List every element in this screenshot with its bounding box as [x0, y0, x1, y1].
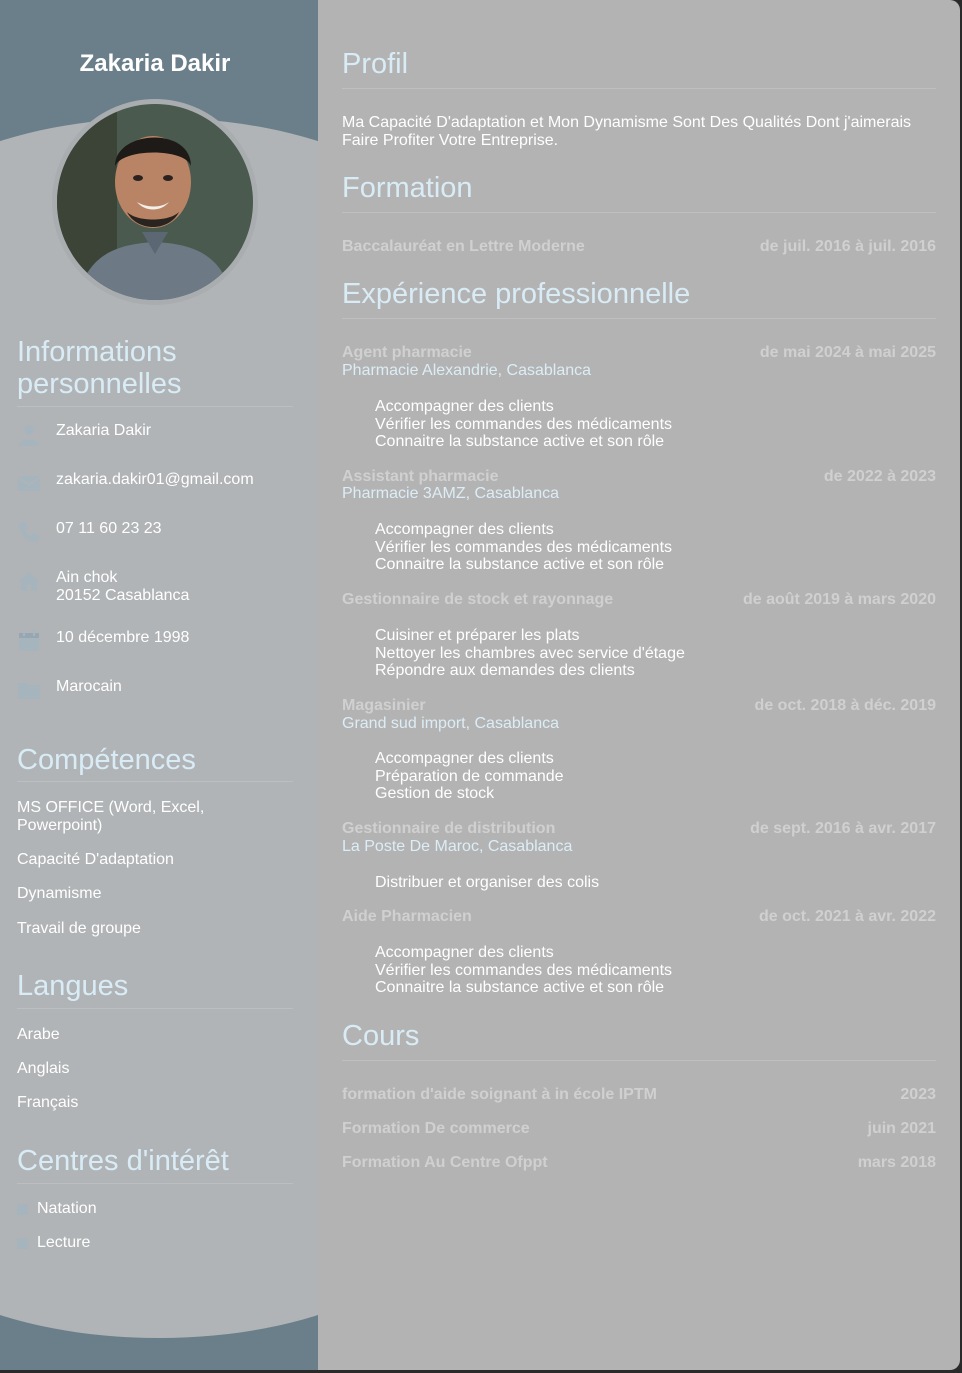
task-item: Vérifier les commandes des médicaments: [375, 538, 673, 556]
course-title: formation d'aide soignant à in école IPTM: [342, 1086, 657, 1103]
bullet-icon: [17, 1238, 28, 1249]
main-content: [318, 0, 960, 1370]
personal-info-title: Informations personnelles: [17, 336, 182, 400]
language-item: Français: [17, 1094, 79, 1111]
envelope-icon: [17, 471, 41, 495]
skill-item: Capacité D'adaptation: [17, 851, 174, 868]
course-title: Formation De commerce: [342, 1120, 530, 1137]
job-title: Aide Pharmacien: [342, 908, 472, 925]
education-item-date: de juil. 2016 à juil. 2016: [759, 238, 936, 255]
task-item: Accompagner des clients: [375, 750, 554, 767]
avatar: [52, 99, 258, 305]
education-item-title: Baccalauréat en Lettre Moderne: [342, 238, 585, 255]
job-date: de oct. 2018 à déc. 2019: [754, 697, 936, 714]
courses-title: Cours: [342, 1020, 420, 1052]
job-tasks: [375, 398, 672, 451]
task-item: Vérifier les commandes des médicaments: [375, 961, 673, 979]
task-item: Vérifier les commandes des médicaments: [375, 415, 673, 433]
interest-item: Natation: [37, 1200, 97, 1217]
home-icon: [17, 569, 41, 593]
job-date: de mai 2024 à mai 2025: [759, 344, 936, 361]
task-item: Connaitre la substance active et son rôle: [375, 556, 665, 574]
job-title: Agent pharmacie: [342, 344, 472, 361]
task-item: Cuisiner et préparer les plats: [375, 627, 580, 644]
flag-icon: [17, 678, 41, 702]
course-title: Formation Au Centre Ofppt: [342, 1154, 548, 1171]
profile-title: Profil: [342, 48, 409, 80]
skill-item: Travail de groupe: [17, 920, 141, 937]
job-organization: La Poste De Maroc, Casablanca: [342, 838, 573, 855]
task-item: Gestion de stock: [375, 785, 495, 803]
job-tasks: [375, 944, 672, 997]
job-tasks: [375, 750, 564, 803]
interest-item: Lecture: [37, 1234, 91, 1251]
job-date: de août 2019 à mars 2020: [742, 591, 936, 608]
job-tasks: [375, 874, 599, 892]
skill-item: MS OFFICE (Word, Excel, Powerpoint): [17, 799, 205, 834]
course-date: mars 2018: [857, 1154, 936, 1171]
profile-text: Ma Capacité D'adaptation et Mon Dynamisme Sont Des Qualités Dont j'aimerais Faire Profiter Votre Entreprise.: [342, 114, 912, 149]
phone-icon: [17, 520, 41, 544]
job-title: Assistant pharmacie: [342, 468, 499, 485]
job-date: de sept. 2016 à avr. 2017: [750, 820, 936, 837]
task-item: Accompagner des clients: [375, 398, 554, 415]
job-title: Magasinier: [342, 697, 426, 714]
task-item: Nettoyer les chambres avec service d'étage: [375, 644, 685, 662]
skills-title: Compétences: [17, 744, 196, 776]
job-organization: Grand sud import, Casablanca: [342, 715, 559, 732]
task-item: Préparation de commande: [375, 767, 564, 785]
user-icon: [17, 422, 41, 446]
course-date: 2023: [900, 1086, 936, 1103]
interests-title: Centres d'intérêt: [17, 1145, 229, 1177]
job-organization: Pharmacie 3AMZ, Casablanca: [342, 485, 559, 502]
course-date: juin 2021: [867, 1120, 936, 1137]
candidate-name: Zakaria Dakir: [79, 50, 231, 77]
task-item: Distribuer et organiser des colis: [375, 874, 600, 891]
calendar-icon: [17, 629, 41, 653]
language-item: Anglais: [17, 1060, 70, 1077]
job-date: de 2022 à 2023: [823, 468, 936, 485]
task-item: Accompagner des clients: [375, 521, 554, 538]
job-tasks: [375, 627, 685, 680]
task-item: Connaitre la substance active et son rôle: [375, 433, 665, 451]
job-tasks: [375, 521, 672, 574]
bullet-icon: [17, 1204, 28, 1215]
job-title: Gestionnaire de stock et rayonnage: [342, 591, 614, 608]
skill-item: Dynamisme: [17, 885, 102, 902]
job-title: Gestionnaire de distribution: [342, 820, 556, 837]
task-item: Répondre aux demandes des clients: [375, 662, 635, 680]
job-organization: Pharmacie Alexandrie, Casablanca: [342, 362, 592, 379]
job-date: de oct. 2021 à avr. 2022: [758, 908, 936, 925]
task-item: Accompagner des clients: [375, 944, 554, 961]
experience-title: Expérience professionnelle: [342, 278, 691, 310]
task-item: Connaitre la substance active et son rôle: [375, 979, 665, 997]
languages-title: Langues: [17, 970, 129, 1002]
language-item: Arabe: [17, 1026, 60, 1043]
sidebar: Zakaria Dakir Informations personnelles Zakaria Dakir zakaria.dakir01@gmail.com 07 11 60 23 23 Ain chok 20152 Casablanca 10 décembre 1998 Marocain Compétences MS OFFICE (Word, Excel, Powerpoint) Capacité D'adaptation Dynamisme Travail de groupe Langues Arabe Anglais Français Centres d'intérêt Natation Lecture: [0, 0, 318, 1370]
email-link[interactable]: zakaria.dakir01@gmail.com: [56, 471, 254, 488]
education-title: Formation: [342, 172, 473, 204]
